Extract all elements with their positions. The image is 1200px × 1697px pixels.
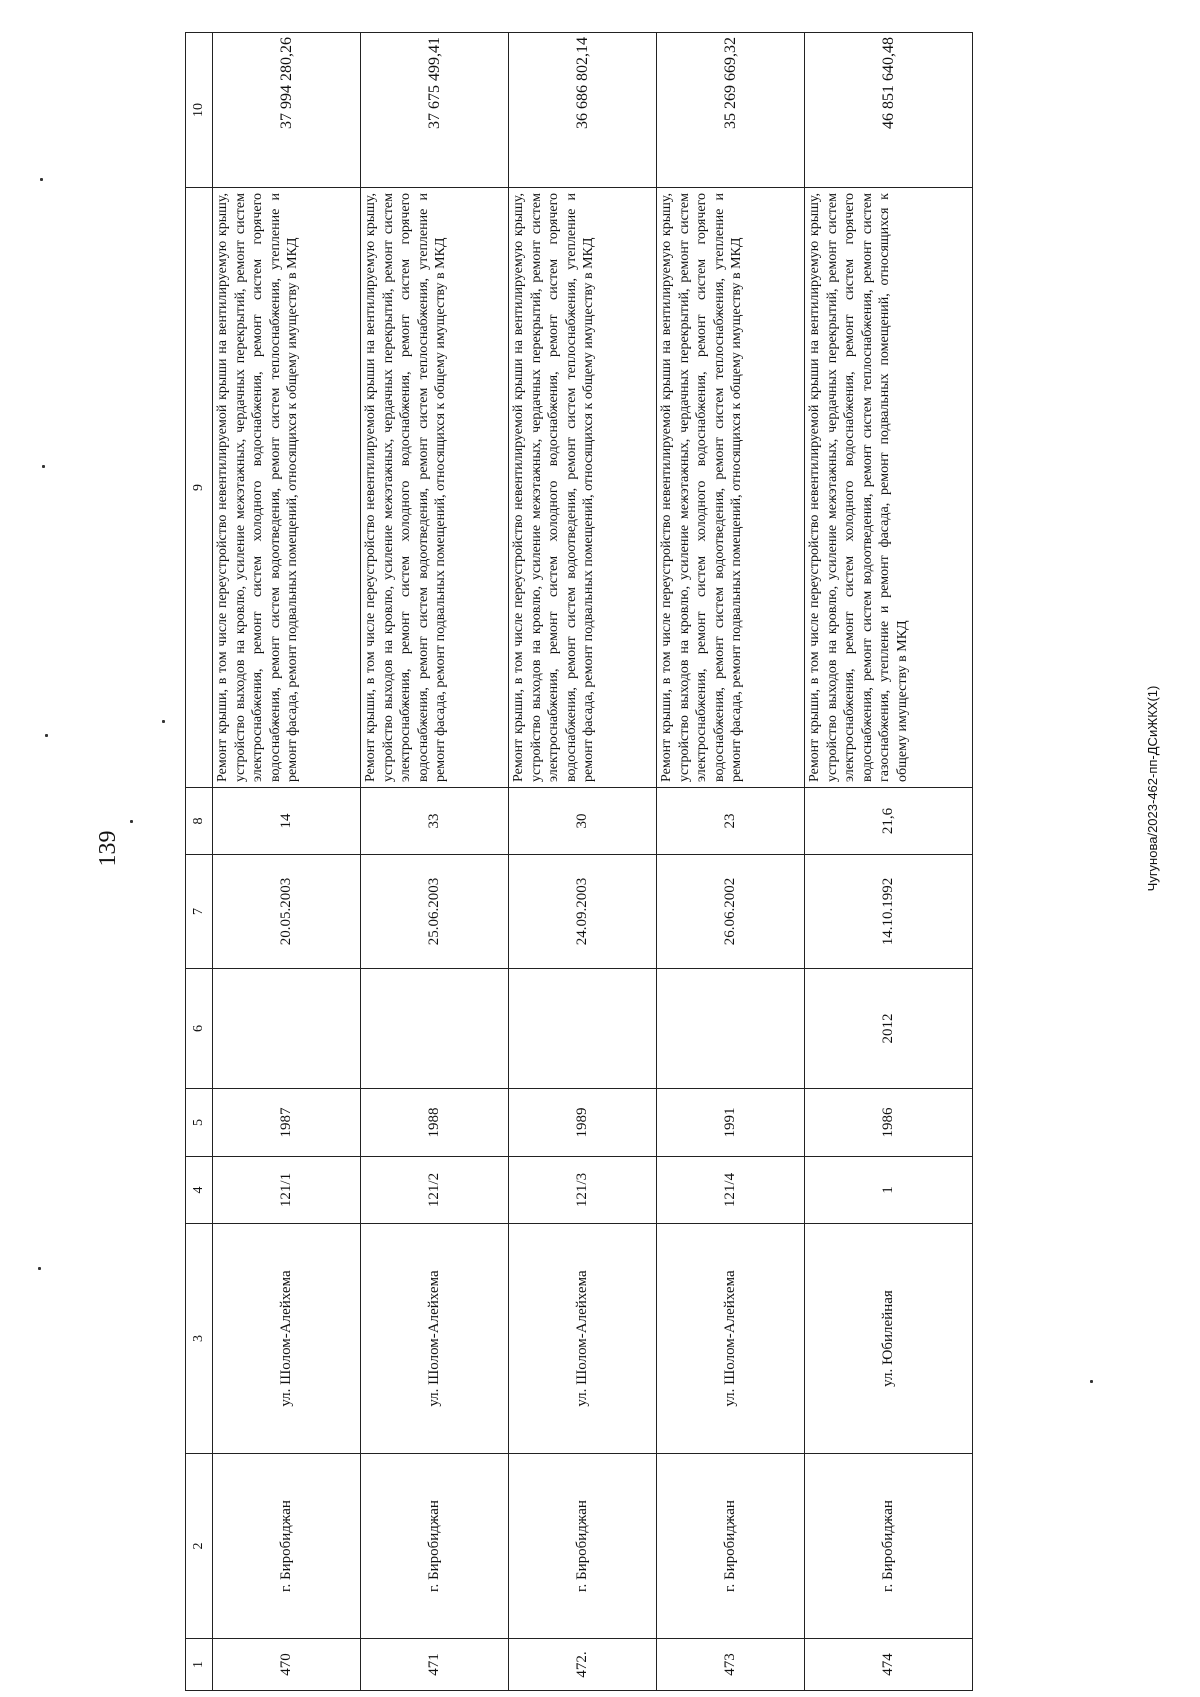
- col-header: 10: [186, 33, 213, 188]
- cost-cell: 36 686 802,14: [509, 33, 657, 188]
- col6-cell: [361, 969, 509, 1089]
- col6-cell: [213, 969, 361, 1089]
- city-cell: г. Биробиджан: [213, 1454, 361, 1639]
- cost-cell: 37 994 280,26: [213, 33, 361, 188]
- cost-cell: 46 851 640,48: [805, 33, 973, 188]
- col-header: 7: [186, 855, 213, 969]
- col-header: 3: [186, 1224, 213, 1454]
- capital-repair-table: [185, 32, 973, 1691]
- year-built-cell: 1988: [361, 1089, 509, 1157]
- year-built-cell: 1989: [509, 1089, 657, 1157]
- works-cell: Ремонт крыши, в том числе переустройство невентилируемой крыши на вентилируемую крышу, устройство выходов на кровлю, усиление межэтажных, чердачных перекрытий, ремонт систем электроснабжения, ремонт систем холодного водоснабжения, ремонт систем горячего водоснабжения, ремонт систем водоотведения, ремонт систем теплоснабжения, утепление и ремонт фасада, ремонт подвальных помещений, относящихся к общему имуществу в МКД: [509, 188, 657, 788]
- table-row: [361, 33, 509, 1691]
- city-cell: г. Биробиджан: [361, 1454, 509, 1639]
- street-cell: ул. Шолом-Алейхема: [361, 1224, 509, 1454]
- street-cell: ул. Шолом-Алейхема: [509, 1224, 657, 1454]
- city-cell: г. Биробиджан: [509, 1454, 657, 1639]
- house-cell: 121/2: [361, 1157, 509, 1224]
- year-built-cell: 1987: [213, 1089, 361, 1157]
- col-header: 4: [186, 1157, 213, 1224]
- cost-cell: 37 675 499,41: [361, 33, 509, 188]
- scan-speck: [1090, 1380, 1093, 1383]
- col6-cell: [509, 969, 657, 1089]
- scan-speck: [38, 1267, 41, 1270]
- col-header: 6: [186, 969, 213, 1089]
- house-cell: 121/3: [509, 1157, 657, 1224]
- date-cell: 26.06.2002: [657, 855, 805, 969]
- house-cell: 121/4: [657, 1157, 805, 1224]
- row-number: 470: [213, 1639, 361, 1691]
- col8-cell: 23: [657, 788, 805, 855]
- house-cell: 1: [805, 1157, 973, 1224]
- row-number: 471: [361, 1639, 509, 1691]
- document-code: Чугунова/2023-462-пп-ДСиЖКХ(1): [1145, 685, 1160, 892]
- street-cell: ул. Юбилейная: [805, 1224, 973, 1454]
- scan-speck: [40, 178, 43, 181]
- table-row: [213, 33, 361, 1691]
- row-number: 473: [657, 1639, 805, 1691]
- scan-speck: [130, 820, 133, 823]
- scan-speck: [162, 720, 165, 723]
- table-row: [805, 33, 973, 1691]
- works-cell: Ремонт крыши, в том числе переустройство невентилируемой крыши на вентилируемую крышу, устройство выходов на кровлю, усиление межэтажных, чердачных перекрытий, ремонт систем электроснабжения, ремонт систем холодного водоснабжения, ремонт систем горячего водоснабжения, ремонт систем водоотведения, ремонт систем теплоснабжения, утепление и ремонт фасада, ремонт подвальных помещений, относящихся к общему имуществу в МКД: [361, 188, 509, 788]
- scan-speck: [45, 734, 48, 737]
- col-header: 2: [186, 1454, 213, 1639]
- table-row: [657, 33, 805, 1691]
- table-row: [509, 33, 657, 1691]
- city-cell: г. Биробиджан: [805, 1454, 973, 1639]
- col8-cell: 33: [361, 788, 509, 855]
- house-cell: 121/1: [213, 1157, 361, 1224]
- col8-cell: 21,6: [805, 788, 973, 855]
- page-number: 139: [95, 830, 121, 867]
- col-header: 9: [186, 188, 213, 788]
- date-cell: 24.09.2003: [509, 855, 657, 969]
- col6-cell: 2012: [805, 969, 973, 1089]
- street-cell: ул. Шолом-Алейхема: [213, 1224, 361, 1454]
- scan-speck: [42, 465, 45, 468]
- col-header: 8: [186, 788, 213, 855]
- street-cell: ул. Шолом-Алейхема: [657, 1224, 805, 1454]
- works-cell: Ремонт крыши, в том числе переустройство невентилируемой крыши на вентилируемую крышу, устройство выходов на кровлю, усиление межэтажных, чердачных перекрытий, ремонт систем электроснабжения, ремонт систем холодного водоснабжения, ремонт систем горячего водоснабжения, ремонт систем водоотведения, ремонт систем теплоснабжения, ремонт систем газоснабжения, утепление и ремонт фасада, ремонт подвальных помещений, относящихся к общему имуществу в МКД: [805, 188, 973, 788]
- year-built-cell: 1986: [805, 1089, 973, 1157]
- col6-cell: [657, 969, 805, 1089]
- works-cell: Ремонт крыши, в том числе переустройство невентилируемой крыши на вентилируемую крышу, устройство выходов на кровлю, усиление межэтажных, чердачных перекрытий, ремонт систем электроснабжения, ремонт систем холодного водоснабжения, ремонт систем горячего водоснабжения, ремонт систем водоотведения, ремонт систем теплоснабжения, утепление и ремонт фасада, ремонт подвальных помещений, относящихся к общему имуществу в МКД: [657, 188, 805, 788]
- date-cell: 14.10.1992: [805, 855, 973, 969]
- works-cell: Ремонт крыши, в том числе переустройство невентилируемой крыши на вентилируемую крышу, устройство выходов на кровлю, усиление межэтажных, чердачных перекрытий, ремонт систем электроснабжения, ремонт систем холодного водоснабжения, ремонт систем горячего водоснабжения, ремонт систем водоотведения, ремонт систем теплоснабжения, утепление и ремонт фасада, ремонт подвальных помещений, относящихся к общему имуществу в МКД: [213, 188, 361, 788]
- row-number: 472.: [509, 1639, 657, 1691]
- year-built-cell: 1991: [657, 1089, 805, 1157]
- col-header: 1: [186, 1639, 213, 1691]
- cost-cell: 35 269 669,32: [657, 33, 805, 188]
- col8-cell: 30: [509, 788, 657, 855]
- col-header: 5: [186, 1089, 213, 1157]
- date-cell: 25.06.2003: [361, 855, 509, 969]
- row-number: 474: [805, 1639, 973, 1691]
- header-row: [186, 33, 213, 1691]
- city-cell: г. Биробиджан: [657, 1454, 805, 1639]
- date-cell: 20.05.2003: [213, 855, 361, 969]
- col8-cell: 14: [213, 788, 361, 855]
